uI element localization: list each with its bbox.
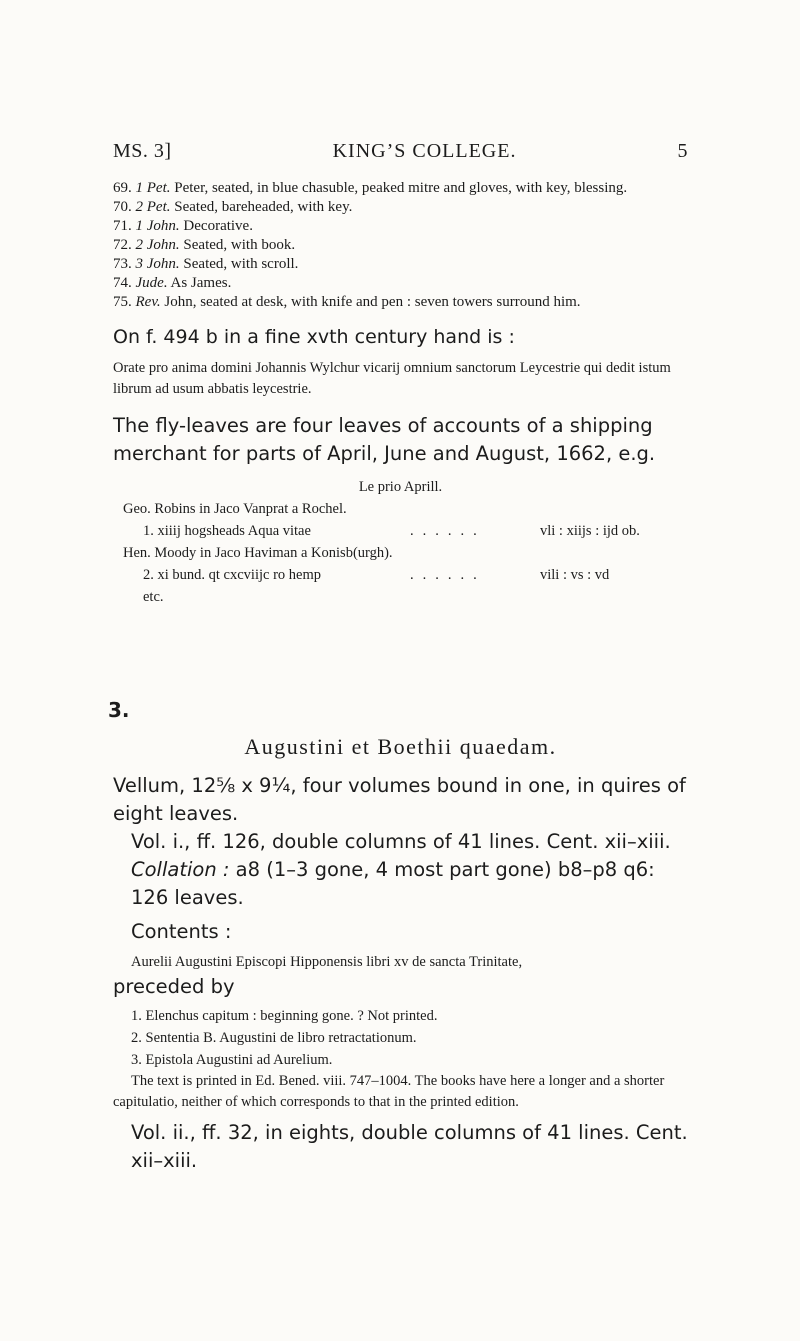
- contents-list: [113, 1005, 688, 1071]
- collation-label: Collation :: [131, 858, 230, 881]
- section-number: 3.: [108, 698, 130, 722]
- list-item: 70. 2 Pet. Seated, bareheaded, with key.: [113, 199, 353, 215]
- inscription: Orate pro anima domini Johannis Wylchur vicarij omnium sanctorum Leycestrie qui dedit istum librum ad usum abbatis leycestrie.: [113, 360, 671, 397]
- accounts-extract: [113, 476, 688, 608]
- accounts-etc: etc.: [143, 589, 164, 605]
- accounts-heading: Le prio Aprill.: [358, 479, 443, 495]
- folio-note: On f. 494 b in a fine xvth century hand is :: [113, 326, 515, 348]
- page: [108, 140, 688, 1175]
- contents-label: Contents :: [131, 920, 232, 943]
- list-item: 1. Elenchus capitum : beginning gone. ? Not printed.: [131, 1008, 438, 1024]
- preceded-by: preceded by: [113, 975, 235, 998]
- header-title: KING’S COLLEGE.: [332, 140, 517, 162]
- list-item: 72. 2 John. Seated, with book.: [113, 237, 296, 253]
- accounts-line: Hen. Moody in Jaco Haviman a Konisb(urgh).: [123, 545, 393, 561]
- list-item: 3. Epistola Augustini ad Aurelium.: [131, 1052, 333, 1068]
- page-number: 5: [677, 140, 688, 162]
- running-header: [113, 140, 688, 163]
- header-left: MS. 3]: [113, 140, 172, 162]
- list-item: 75. Rev. John, seated at desk, with knife and pen : seven towers surround him.: [113, 294, 581, 310]
- item-list: [113, 179, 688, 312]
- volume-one: Vol. i., ff. 126, double columns of 41 lines. Cent. xii–xiii.: [131, 830, 671, 853]
- list-item: 2. Sententia B. Augustini de libro retractationum.: [131, 1030, 417, 1046]
- flyleaves-note: The fly-leaves are four leaves of accounts of a shipping merchant for parts of April, June and August, 1662, e.g.: [113, 414, 656, 465]
- list-item: 73. 3 John. Seated, with scroll.: [113, 256, 299, 272]
- collation: [113, 856, 688, 912]
- list-item: 71. 1 John. Decorative.: [113, 218, 253, 234]
- collation-text: a8 (1–3 gone, 4 most part gone) b8–p8 q6: 126 leaves.: [131, 858, 655, 909]
- volume-two: Vol. ii., ff. 32, in eights, double columns of 41 lines. Cent. xii–xiii.: [131, 1121, 688, 1172]
- section-title: Augustini et Boethii quaedam.: [244, 734, 557, 759]
- vellum-note: Vellum, 12⅝ x 9¼, four volumes bound in one, in quires of eight leaves.: [113, 774, 686, 825]
- accounts-entry: 2. xi bund. qt cxcviijc ro hemp ...... vili : vs : vd: [143, 567, 610, 583]
- accounts-entry: 1. xiiij hogsheads Aqua vitae ...... vli : xiijs : ijd ob.: [143, 523, 640, 539]
- contents-intro: Aurelii Augustini Episcopi Hipponensis libri xv de sancta Trinitate,: [131, 954, 523, 970]
- accounts-line: Geo. Robins in Jaco Vanprat a Rochel.: [123, 501, 347, 517]
- printed-edition-note: The text is printed in Ed. Bened. viii. 747–1004. The books have here a longer and a shorter capitulatio, neither of which corresponds to that in the printed edition.: [113, 1073, 665, 1110]
- list-item: 69. 1 Pet. Peter, seated, in blue chasuble, peaked mitre and gloves, with key, blessing.: [113, 180, 628, 196]
- list-item: 74. Jude. As James.: [113, 275, 232, 291]
